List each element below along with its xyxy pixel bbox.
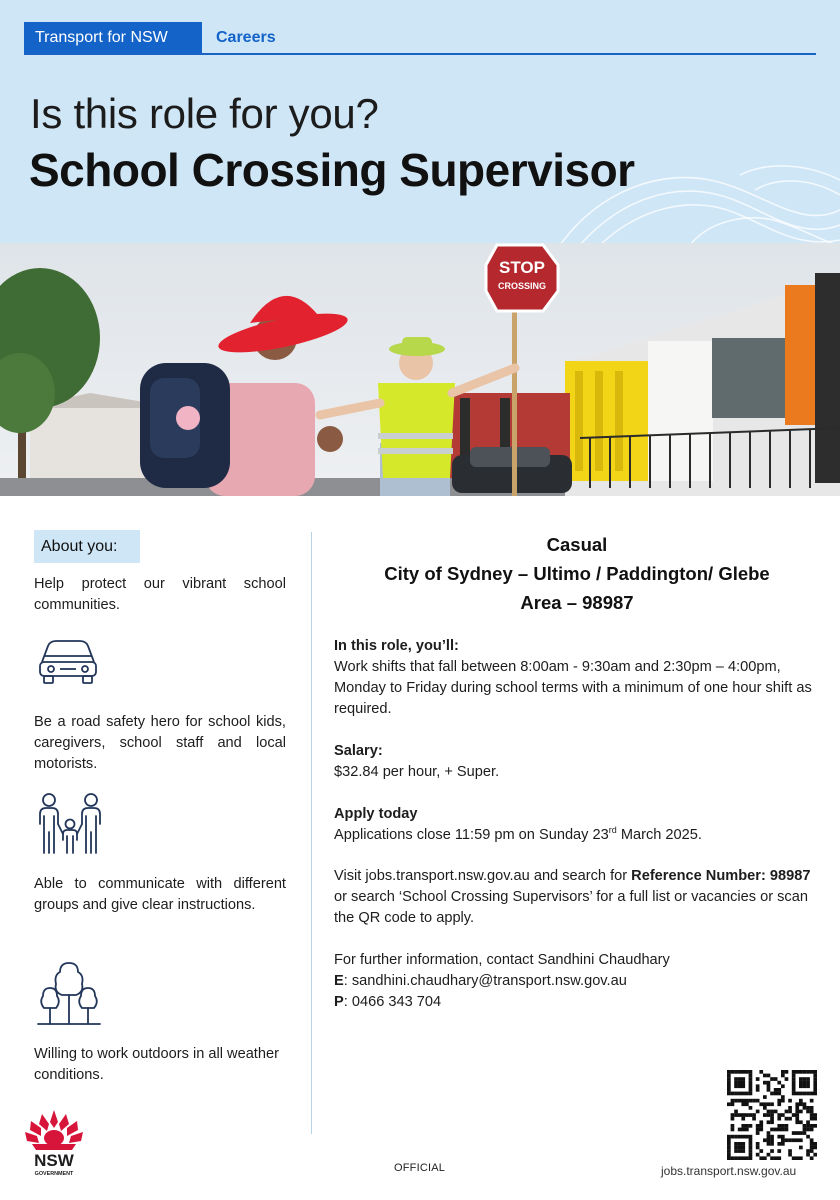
email-address[interactable]: : sandhini.chaudhary@transport.nsw.gov.au <box>343 973 627 989</box>
brand-label[interactable]: Transport for NSW <box>24 22 202 53</box>
apply-heading: Apply today <box>334 806 418 822</box>
location-line-2: Area – 98987 <box>520 592 634 613</box>
trees-icon <box>36 960 102 1028</box>
contact-section <box>334 950 820 1013</box>
salary-value: $32.84 per hour, + Super. <box>334 764 500 780</box>
contact-phone <box>334 992 820 1013</box>
role-description: Work shifts that fall between 8:00am - 9:30am and 2:30pm – 4:00pm, Monday to Friday during school terms with a minimum of one hour shift as required. <box>334 659 812 717</box>
contact-email <box>334 971 820 992</box>
closing-date <box>334 825 820 846</box>
location-line-1: City of Sydney – Ultimo / Paddington/ Glebe <box>384 563 770 584</box>
closing-date-month: March 2025. <box>616 827 702 843</box>
decorative-swirl <box>540 150 840 243</box>
hero-photo <box>0 243 840 496</box>
salary-heading: Salary: <box>334 743 383 759</box>
waratah-logo-icon <box>22 1108 86 1180</box>
closing-date-text: Applications close 11:59 pm on Sunday 23 <box>334 827 609 843</box>
header-banner <box>0 0 840 243</box>
brand-bar <box>24 22 816 55</box>
phone-number[interactable]: : 0466 343 704 <box>343 994 442 1010</box>
role-section <box>334 636 820 720</box>
visit-instructions <box>334 866 820 929</box>
column-divider <box>311 532 312 1134</box>
contact-intro: For further information, contact Sandhini Chaudhary <box>334 952 670 968</box>
nsw-logo-subtext: GOVERNMENT <box>34 1171 74 1177</box>
point-road-safety-hero: Be a road safety hero for school kids, caregivers, school staff and local motorists. <box>34 714 286 772</box>
visit-text-start: Visit jobs.transport.nsw.gov.au and search for <box>334 868 632 884</box>
role-heading: In this role, you’ll: <box>334 638 459 654</box>
point-communicate: Able to communicate with different groups and give clear instructions. <box>34 876 286 913</box>
apply-section <box>334 804 820 846</box>
nsw-logo-text: NSW <box>34 1151 74 1170</box>
family-icon <box>36 792 106 856</box>
careers-link[interactable]: Careers <box>216 29 276 46</box>
page-title: School Crossing Supervisor <box>29 144 635 196</box>
about-you-label: About you: <box>34 530 140 563</box>
point-protect-communities: Help protect our vibrant school communities. <box>34 576 286 613</box>
stop-sign-text: STOP <box>499 258 545 277</box>
phone-label: P <box>334 994 344 1010</box>
employment-type: Casual <box>546 534 608 555</box>
email-label: E <box>334 973 344 989</box>
stop-sign-subtext: CROSSING <box>497 281 547 291</box>
job-summary <box>334 530 820 617</box>
car-icon <box>36 636 100 686</box>
qr-code-icon[interactable] <box>727 1070 817 1160</box>
hero-question: Is this role for you? <box>30 90 379 137</box>
reference-number: Reference Number: 98987 <box>631 868 811 884</box>
point-work-outdoors: Willing to work outdoors in all weather conditions. <box>34 1046 279 1083</box>
closing-date-suffix: rd <box>608 825 617 836</box>
salary-section <box>334 741 820 783</box>
visit-text-end: or search ‘School Crossing Supervisors’ for a full list or vacancies or scan the QR code to apply. <box>334 889 808 926</box>
footer-url[interactable]: jobs.transport.nsw.gov.au <box>661 1164 797 1178</box>
classification-label: OFFICIAL <box>394 1162 446 1174</box>
